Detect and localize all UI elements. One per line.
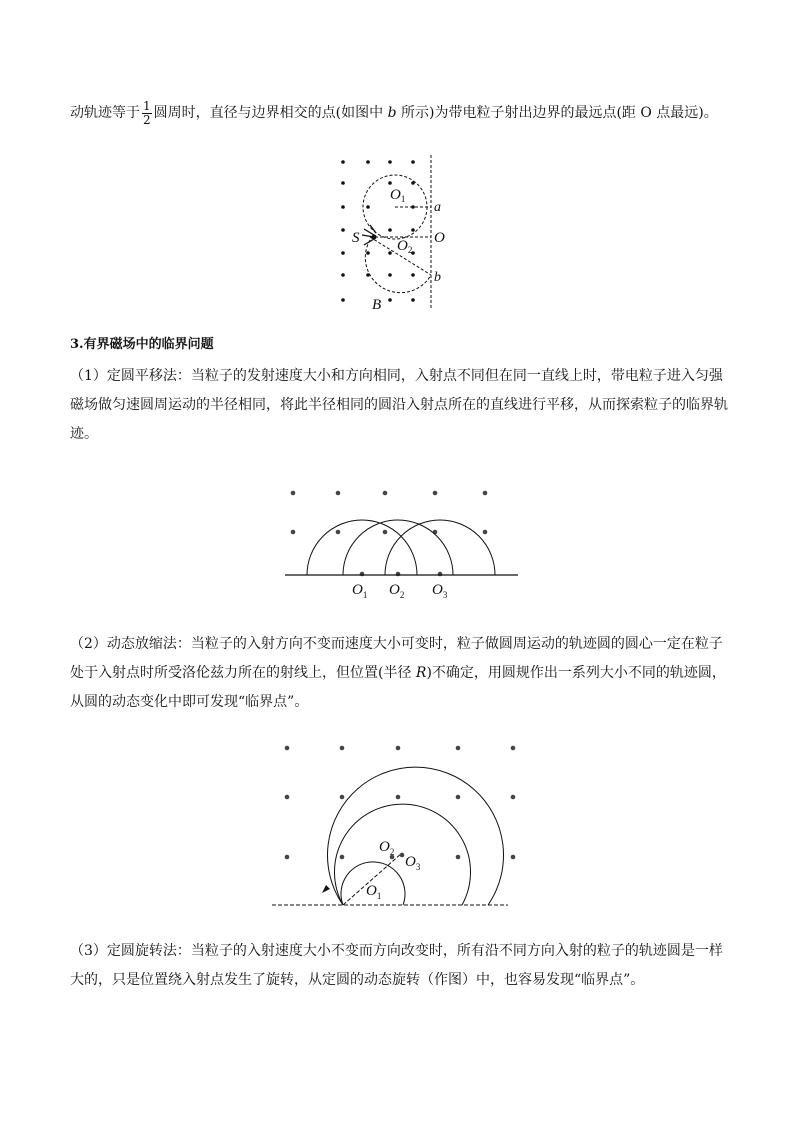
- large-arc: [328, 767, 504, 905]
- figure-scaling-circles: [270, 735, 530, 910]
- label-O1: $O_1$: [352, 582, 368, 600]
- fraction-denominator: 2: [143, 112, 151, 127]
- source-point: [372, 235, 377, 240]
- method2-text-after: )不确定，用圆规作出一系列大小不同的轨迹圆，从圆的动态变化中即可发现“临界点”。: [70, 665, 726, 710]
- field-dots: [285, 746, 516, 860]
- label-O1: $O_1$: [366, 883, 382, 901]
- intro-text-middle: 圆周时，直径与边界相交的点(如图中: [153, 105, 388, 121]
- label-O: O: [434, 230, 445, 246]
- figure-farthest-exit: [330, 155, 460, 315]
- intro-text-after: 所示)为带电粒子射出边界的最远点(距 O 点最远)。: [396, 105, 718, 121]
- arc-O3: [385, 520, 495, 575]
- label-a: a: [434, 200, 441, 215]
- label-O2: $O_2$: [379, 839, 395, 857]
- arc-O2: [343, 520, 453, 575]
- intro-paragraph: [70, 99, 735, 128]
- label-O1: $O_1$: [390, 187, 406, 204]
- method1-paragraph: （1）定圆平移法：当粒子的发射速度大小和方向相同，入射点不同但在同一直线上时，带电粒子进入匀强磁场做匀速圆周运动的半径相同，将此半径相同的圆沿入射点所在的直线进行平移，从而探索粒子的临界轨迹。: [70, 368, 728, 442]
- label-B: B: [372, 297, 382, 313]
- fraction-numerator: 1: [143, 98, 151, 113]
- radius-symbol: R: [415, 665, 427, 681]
- intro-text-before: 动轨迹等于: [70, 105, 140, 121]
- arc-O1: [307, 520, 417, 575]
- entry-arrowhead: [322, 885, 330, 893]
- label-S: S: [352, 230, 360, 246]
- intro-point-b: b: [387, 105, 397, 121]
- label-O3: $O_3$: [405, 854, 421, 872]
- center-O3-dot: [400, 853, 405, 858]
- method2-paragraph: [70, 630, 735, 717]
- half-fraction: [142, 100, 152, 127]
- field-dots: [291, 491, 488, 577]
- label-O2: $O_2$: [397, 238, 413, 255]
- label-b: b: [434, 270, 441, 285]
- method3-paragraph: （3）定圆旋转法：当粒子的入射速度大小不变而方向改变时，所有沿不同方向入射的粒子的轨迹圆是一样大的，只是位置绕入射点发生了旋转，从定圆的动态旋转（作图）中，也容易发现“临界点”。: [70, 943, 723, 988]
- label-O3: $O_3$: [432, 582, 448, 600]
- label-O2: $O_2$: [389, 582, 405, 600]
- section-title: 3.有界磁场中的临界问题: [70, 337, 214, 352]
- figure-translating-circles: [280, 480, 525, 605]
- method2-text-before: （2）动态放缩法：当粒子的入射方向不变而速度大小可变时，粒子做圆周运动的轨迹圆的圆心一定在粒子处于入射点时所受洛伦兹力所在的射线上，但位置(半径: [70, 636, 723, 681]
